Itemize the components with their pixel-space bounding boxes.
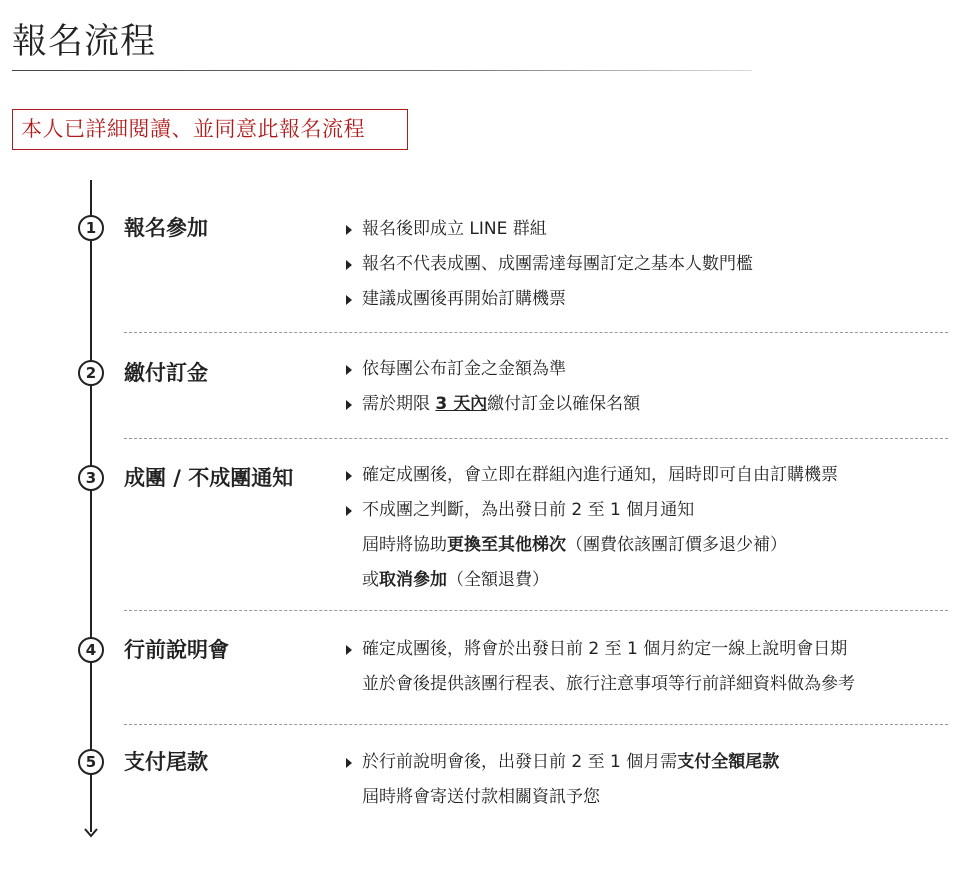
bullet-triangle-icon xyxy=(346,400,352,410)
bullet-triangle-icon xyxy=(346,506,352,516)
detail-text: 確定成團後，會立即在群組內進行通知，屆時即可自由訂購機票 xyxy=(362,465,838,485)
title-divider xyxy=(12,70,752,71)
emphasis-text: 更換至其他梯次 xyxy=(447,535,566,555)
detail-text: 繳付訂金以確保名額 xyxy=(487,394,641,414)
detail-text: 屆時將協助 xyxy=(362,535,447,555)
step-separator xyxy=(124,724,948,725)
step-detail-line xyxy=(346,458,838,493)
step-details-list xyxy=(346,212,753,317)
detail-text: （全額退費） xyxy=(447,570,549,590)
step-detail-line xyxy=(346,632,855,667)
detail-text: 報名後即成立 LINE 群組 xyxy=(362,219,547,239)
step-number-5-icon: 5 xyxy=(78,749,104,775)
step-detail-line xyxy=(346,780,779,815)
page-title: 報名流程 xyxy=(12,22,157,62)
step-detail-line xyxy=(346,282,753,317)
detail-text: 依每團公布訂金之金額為準 xyxy=(362,359,566,379)
step-detail-line xyxy=(346,563,838,598)
step-separator xyxy=(124,332,948,333)
step-detail-line xyxy=(346,745,779,780)
timeline-line xyxy=(90,180,92,832)
timeline-arrow-down-icon xyxy=(83,824,99,838)
bullet-triangle-icon xyxy=(346,645,352,655)
emphasis-text: 3 天內 xyxy=(435,394,488,414)
step-details-list xyxy=(346,745,779,815)
step-title: 報名參加 xyxy=(124,216,208,240)
emphasis-text: 支付全額尾款 xyxy=(677,752,780,772)
step-detail-line xyxy=(346,493,838,528)
bullet-triangle-icon xyxy=(346,295,352,305)
step-detail-line xyxy=(346,212,753,247)
step-number-4-icon: 4 xyxy=(78,637,104,663)
bullet-triangle-icon xyxy=(346,365,352,375)
detail-text: 並於會後提供該團行程表、旅行注意事項等行前詳細資料做為參考 xyxy=(362,674,855,694)
step-separator xyxy=(124,438,948,439)
detail-text: 屆時將會寄送付款相關資訊予您 xyxy=(362,787,600,807)
detail-text: 需於期限 xyxy=(362,394,436,414)
bullet-triangle-icon xyxy=(346,225,352,235)
detail-text: 建議成團後再開始訂購機票 xyxy=(362,289,566,309)
step-number-3-icon: 3 xyxy=(78,465,104,491)
detail-text: 或 xyxy=(362,570,379,590)
step-title: 支付尾款 xyxy=(124,750,208,774)
step-details-list xyxy=(346,458,838,598)
step-detail-line xyxy=(346,528,838,563)
step-number-2-icon: 2 xyxy=(78,360,104,386)
step-detail-line xyxy=(346,247,753,282)
step-detail-line xyxy=(346,352,640,387)
step-title: 行前說明會 xyxy=(124,638,229,662)
detail-text: 確定成團後，將會於出發日前 2 至 1 個月約定一線上說明會日期 xyxy=(362,639,848,659)
bullet-triangle-icon xyxy=(346,758,352,768)
detail-text: 於行前說明會後，出發日前 2 至 1 個月需 xyxy=(362,752,678,772)
step-detail-line xyxy=(346,387,640,422)
consent-checkbox-label[interactable]: 本人已詳細閱讀、並同意此報名流程 xyxy=(12,109,408,150)
step-separator xyxy=(124,610,948,611)
bullet-triangle-icon xyxy=(346,471,352,481)
step-details-list xyxy=(346,352,640,422)
step-number-1-icon: 1 xyxy=(78,215,104,241)
step-details-list xyxy=(346,632,855,702)
step-title: 成團 / 不成團通知 xyxy=(124,466,294,490)
detail-text: （團費依該團訂價多退少補） xyxy=(566,535,787,555)
emphasis-text: 取消參加 xyxy=(379,570,447,590)
detail-text: 不成團之判斷，為出發日前 2 至 1 個月通知 xyxy=(362,500,695,520)
step-title: 繳付訂金 xyxy=(124,361,208,385)
detail-text: 報名不代表成團、成團需達每團訂定之基本人數門檻 xyxy=(362,254,753,274)
bullet-triangle-icon xyxy=(346,260,352,270)
step-detail-line xyxy=(346,667,855,702)
